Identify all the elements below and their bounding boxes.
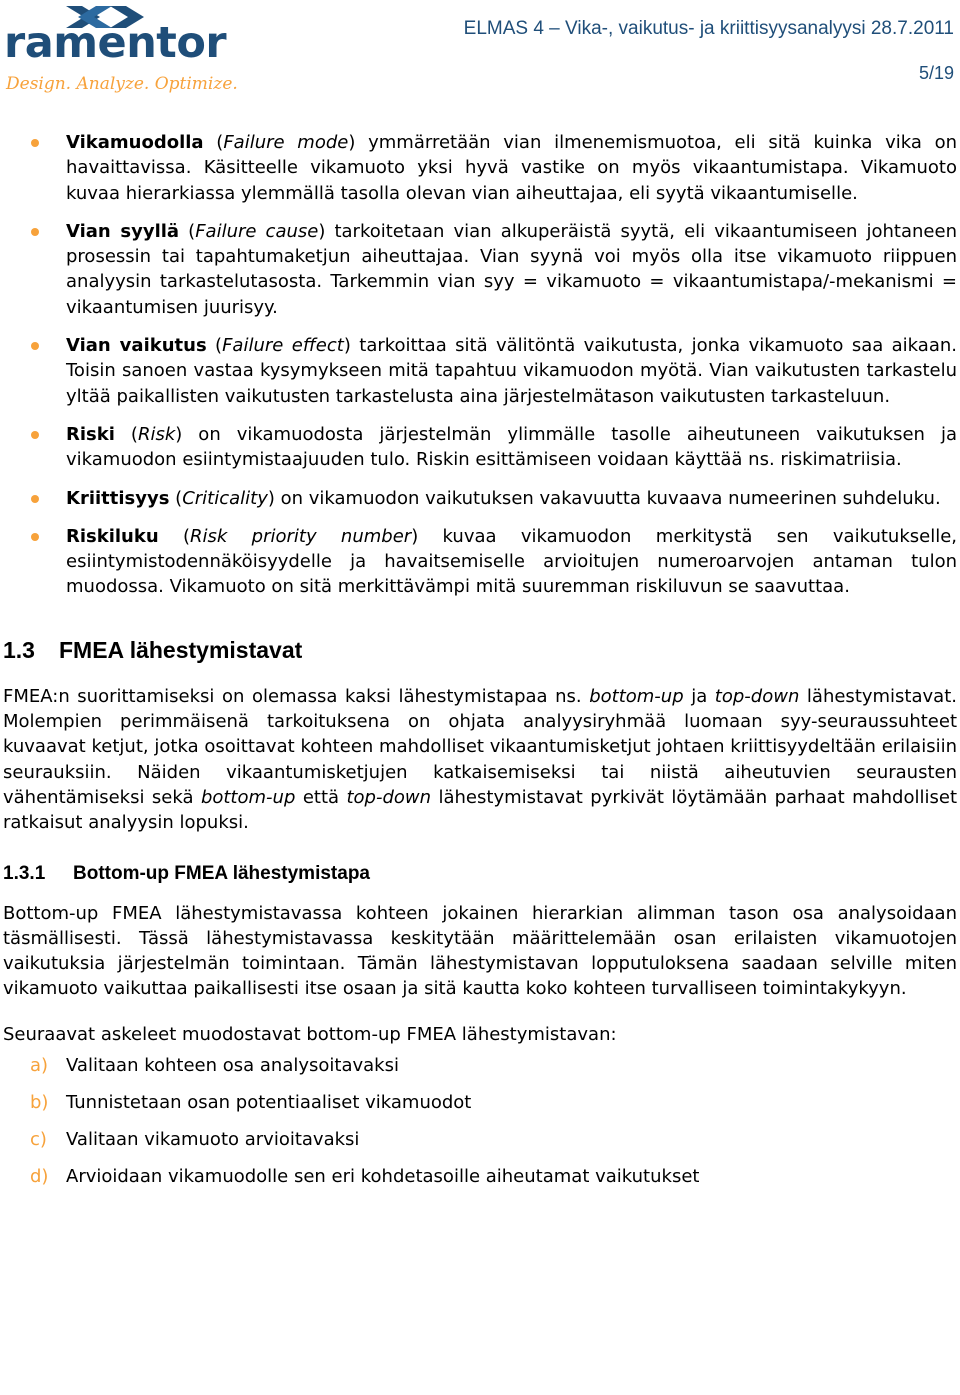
definition-term: Kriittisyys (66, 487, 170, 509)
text-run: ja (683, 685, 715, 707)
definition-term-english: Criticality (182, 487, 268, 509)
step-text: Tunnistetaan osan potentiaaliset vikamuodot (66, 1092, 472, 1114)
definition-text: on vikamuodosta järjestelmän ylimmälle tasolle aiheutuneen vaikutuksen ja vikamuodon esiintymistaajuuden tulo. Riskin esittämiseen voidaan käyttää ns. riskimatriisia. (66, 423, 957, 471)
ramentor-logo (4, 4, 238, 96)
bullet-icon (31, 228, 39, 236)
definition-term: Vian syyllä (66, 220, 180, 242)
bullet-icon (31, 139, 39, 147)
step-text: Arvioidaan vikamuodolle sen eri kohdetasoille aiheutamat vaikutukset (66, 1166, 700, 1188)
definition-term: Riski (66, 423, 115, 445)
logo-wordmark: ramentor (4, 18, 227, 68)
definition-text: ymmärretään vian ilmenemismuotoa, eli sitä kuinka vika on havaittavissa. Käsitteelle vikamuoto yksi hyvä vastike on myös vikaantumistapa. Vikamuoto kuvaa hierarkiassa ylemmällä tasolla olevan vian aiheuttajaa, eli syytä vikaantumiselle. (66, 132, 957, 204)
definition-term: Riskiluku (66, 525, 159, 547)
definition-term: Vikamuodolla (66, 132, 204, 153)
definition-item: Vian syyllä (Failure cause) tarkoitetaan vian alkuperäistä syytä, eli vikaantumiseen johtaneen prosessin tai tapahtumaketjun aiheuttajaa. Vian syynä voi myös olla itse vikamuoto riippuen analyysin tarkastelutasosta. Tarkemmin vian syy = vikamuoto = vikaantumistapa/-mekanismi = vikaantumisen juurisyy. (0, 219, 960, 320)
step-item (0, 1053, 960, 1090)
step-letter: a) (30, 1055, 49, 1077)
step-letter: d) (30, 1166, 49, 1188)
subsection-number: 1.3.1 (3, 862, 46, 884)
bullet-icon (31, 495, 39, 503)
section-heading (3, 638, 960, 684)
emphasis-text: bottom-up (589, 685, 684, 707)
emphasis-text: bottom-up (200, 786, 296, 808)
subsection-paragraph: Bottom-up FMEA lähestymistavassa kohteen jokainen hierarkian alimman tason osa analysoidaan täsmällisesti. Tässä lähestymistavassa keskitytään määrittelemään osan erilaisten vikamuotojen vaikutuksia järjestelmän toimintaan. Tämän lähestymistavan lopputuloksena saadaan selville miten vikamuoto vaikuttaa paikallisesti itse osaan ja sitä kautta koko kohteen turvalliseen toimintakykyyn. (3, 902, 957, 1000)
text-run: että (295, 786, 347, 808)
definition-item: Riskiluku (Risk priority number) kuvaa vikamuodon merkitystä sen vaikutukselle, esiintymistodennäköisyydelle ja havaitsemiselle arvioitujen numeroarvojen antaman tulon muodossa. Vikamuoto on sitä merkittävämpi mitä suuremman riskiluvun se saavuttaa. (0, 524, 960, 600)
section-number: 1.3 (3, 636, 35, 663)
step-text: Valitaan kohteen osa analysoitavaksi (66, 1055, 399, 1077)
page-header (0, 0, 960, 100)
steps-list (0, 1053, 960, 1201)
definition-item: Vikamuodolla (Failure mode) ymmärretään vian ilmenemismuotoa, eli sitä kuinka vika on havaittavissa. Käsitteelle vikamuoto yksi hyvä vastike on myös vikaantumistapa. Vikamuoto kuvaa hierarkiassa ylemmällä tasolla olevan vian aiheuttajaa, eli syytä vikaantumiselle. (0, 130, 960, 206)
definition-text: tarkoitetaan vian alkuperäistä syytä, eli vikaantumiseen johtaneen prosessin tai tapahtumaketjun aiheuttajaa. Vian syynä voi myös olla itse vikamuoto riippuen analyysin tarkastelutasosta. Tarkemmin vian syy = vikamuoto = vikaantumistapa/-mekanismi = vikaantumisen juurisyy. (66, 220, 957, 318)
emphasis-text: top-down (714, 685, 800, 707)
definition-term-english: Risk (137, 423, 176, 445)
logo-tagline: Design. Analyze. Optimize. (6, 74, 238, 94)
section-title: FMEA lähestymistavat (59, 636, 303, 663)
definition-text: kuvaa vikamuodon merkitystä sen vaikutukselle, esiintymistodennäköisyydelle ja havaitsemiselle arvioitujen numeroarvojen antaman tulon muodossa. Vikamuoto on sitä merkittävämpi mitä suuremman riskiluvun se saavuttaa. (66, 525, 957, 598)
definition-item: Riski (Risk) on vikamuodosta järjestelmän ylimmälle tasolle aiheutuneen vaikutuksen ja vikamuodon esiintymistaajuuden tulo. Riskin esittämiseen voidaan käyttää ns. riskimatriisia. (0, 422, 960, 473)
subsection-heading (3, 861, 960, 901)
definition-text: tarkoittaa sitä välitöntä vaikutusta, jonka vikamuoto saa aikaan. Toisin sanoen vastaa kysymykseen mitä tapahtuu vikamuodon myötä. Vian vaikutusten tarkastelu yltää paikallisten vaikutusten tarkastelusta aina järjestelmätason vaikutusten tarkasteluun. (66, 335, 957, 407)
step-text: Valitaan vikamuoto arvioitavaksi (66, 1129, 360, 1151)
bullet-icon (31, 533, 39, 541)
section-paragraph (3, 684, 957, 836)
definition-item: Kriittisyys (Criticality) on vikamuodon vaikutuksen vakavuutta kuvaava numeerinen suhdeluku. (0, 486, 960, 511)
bullet-icon (31, 431, 39, 439)
page-number: 5/19 (918, 63, 954, 83)
definition-term: Vian vaikutus (66, 335, 207, 357)
step-letter: c) (30, 1129, 47, 1151)
subsection-title: Bottom-up FMEA lähestymistapa (73, 862, 370, 884)
definition-term-english: Failure effect (222, 335, 344, 357)
definition-term-english: Failure mode (223, 132, 349, 153)
step-item (0, 1164, 960, 1201)
text-run: FMEA:n suorittamiseksi on olemassa kaksi lähestymistapaa ns. (3, 685, 590, 707)
definition-list (0, 130, 960, 600)
steps-intro: Seuraavat askeleet muodostavat bottom-up FMEA lähestymistavan: (3, 1023, 617, 1045)
text-run: lähestymistavat. Molempien perimmäisenä tarkoituksena on ohjata analyysiryhmää luomaan syy-seuraussuhteet kuvaavat ketjut, jotka osoittavat kohteen mahdolliset vikaantumisketjut johtaen kriittisyydeltään erilaisiin seurauksiin. Näiden vikaantumisketjujen katkaisemiseksi tai niistä aiheutuvien seurausten vähentämiseksi sekä (3, 685, 957, 808)
bullet-icon (31, 342, 39, 350)
definition-term-english: Risk priority number (190, 525, 412, 547)
page-content (0, 130, 960, 1201)
definition-text: on vikamuodon vaikutuksen vakavuutta kuvaava numeerinen suhdeluku. (274, 487, 941, 509)
definition-item: Vian vaikutus (Failure effect) tarkoittaa sitä välitöntä vaikutusta, jonka vikamuoto saa aikaan. Toisin sanoen vastaa kysymykseen mitä tapahtuu vikamuodon myötä. Vian vaikutusten tarkastelu yltää paikallisten vaikutusten tarkastelusta aina järjestelmätason vaikutusten tarkasteluun. (0, 333, 960, 409)
emphasis-text: top-down (346, 786, 432, 808)
step-item (0, 1127, 960, 1164)
step-letter: b) (30, 1092, 49, 1114)
text-run: lähestymistavat pyrkivät löytämään parhaat mahdolliset ratkaisut analyysin lopuksi. (3, 786, 957, 834)
definition-term-english: Failure cause (195, 220, 319, 242)
step-item (0, 1090, 960, 1127)
document-title: ELMAS 4 – Vika-, vaikutus- ja kriittisyysanalyysi 28.7.2011 (463, 18, 954, 39)
